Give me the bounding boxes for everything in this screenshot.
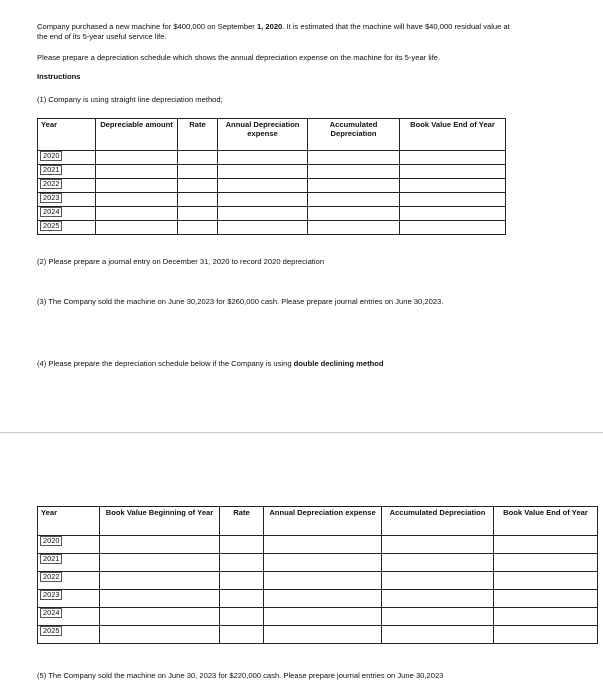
double-declining-schedule-table bbox=[37, 506, 598, 644]
col-header-year: Year bbox=[38, 507, 100, 536]
table-cell bbox=[100, 590, 220, 608]
col-header-year: Year bbox=[38, 119, 96, 151]
col-header-accumulated-depreciation: Accumulated Depreciation bbox=[308, 119, 400, 151]
table-cell bbox=[218, 221, 308, 235]
prepare-instruction: Please prepare a depreciation schedule which shows the annual depreciation expense on the machine for its 5-year life. bbox=[37, 53, 441, 62]
straight-line-schedule-table bbox=[37, 118, 506, 235]
instructions-heading: Instructions bbox=[37, 72, 81, 81]
table-cell bbox=[218, 165, 308, 179]
table-cell bbox=[220, 590, 264, 608]
table-cell bbox=[494, 608, 598, 626]
col-header-book-value-beginning: Book Value Beginning of Year bbox=[100, 507, 220, 536]
table-cell bbox=[178, 151, 218, 165]
section-divider bbox=[0, 432, 603, 433]
table-cell bbox=[218, 193, 308, 207]
question-3: (3) The Company sold the machine on June 30,2023 for $260,000 cash. Please prepare journal entries on June 30,2023. bbox=[37, 297, 444, 306]
year-cell: 2022 bbox=[40, 572, 62, 582]
table-cell bbox=[100, 554, 220, 572]
table-cell bbox=[100, 626, 220, 644]
table-cell bbox=[100, 608, 220, 626]
year-cell: 2024 bbox=[40, 608, 62, 618]
table-row bbox=[38, 590, 598, 608]
table-cell bbox=[100, 536, 220, 554]
table-cell bbox=[264, 626, 382, 644]
col-header-book-value-end: Book Value End of Year bbox=[400, 119, 506, 151]
table-row bbox=[38, 626, 598, 644]
col-header-depreciable-amount: Depreciable amount bbox=[96, 119, 178, 151]
year-cell: 2021 bbox=[40, 554, 62, 564]
year-cell: 2024 bbox=[40, 207, 62, 217]
question-2: (2) Please prepare a journal entry on December 31, 2020 to record 2020 depreciation bbox=[37, 257, 325, 266]
year-cell: 2020 bbox=[40, 151, 62, 161]
table-cell bbox=[494, 572, 598, 590]
table-cell bbox=[264, 536, 382, 554]
table-cell bbox=[308, 221, 400, 235]
table-row bbox=[38, 536, 598, 554]
year-cell: 2020 bbox=[40, 536, 62, 546]
table-row bbox=[38, 554, 598, 572]
table-cell bbox=[178, 221, 218, 235]
table-row bbox=[38, 179, 506, 193]
table-cell bbox=[96, 179, 178, 193]
table-row bbox=[38, 221, 506, 235]
table-cell bbox=[308, 193, 400, 207]
table-cell bbox=[264, 572, 382, 590]
table-cell bbox=[400, 193, 506, 207]
table-cell bbox=[178, 179, 218, 193]
col-header-accumulated-depreciation: Accumulated Depreciation bbox=[382, 507, 494, 536]
table-cell bbox=[382, 554, 494, 572]
table-cell bbox=[264, 590, 382, 608]
col-header-book-value-end: Book Value End of Year bbox=[494, 507, 598, 536]
col-header-annual-depreciation: Annual Depreciation expense bbox=[264, 507, 382, 536]
table-row bbox=[38, 165, 506, 179]
table-cell bbox=[494, 590, 598, 608]
table-cell bbox=[96, 193, 178, 207]
year-cell: 2025 bbox=[40, 221, 62, 231]
table-row bbox=[38, 572, 598, 590]
table-cell bbox=[494, 554, 598, 572]
table-cell bbox=[382, 626, 494, 644]
table-cell bbox=[308, 151, 400, 165]
col-header-annual-depreciation: Annual Depreciation expense bbox=[218, 119, 308, 151]
table-cell bbox=[382, 572, 494, 590]
question-5: (5) The Company sold the machine on June 30, 2023 for $220,000 cash. Please prepare journal entries on June 30,2023 bbox=[37, 671, 444, 680]
table-cell bbox=[218, 151, 308, 165]
col-header-rate: Rate bbox=[178, 119, 218, 151]
table-cell bbox=[220, 554, 264, 572]
table-cell bbox=[400, 207, 506, 221]
table-cell bbox=[178, 193, 218, 207]
table-cell bbox=[264, 608, 382, 626]
table-cell bbox=[308, 207, 400, 221]
table-cell bbox=[400, 179, 506, 193]
year-cell: 2021 bbox=[40, 165, 62, 175]
table-cell bbox=[220, 536, 264, 554]
table-cell bbox=[382, 608, 494, 626]
table-cell bbox=[494, 626, 598, 644]
question-4: (4) Please prepare the depreciation schedule below if the Company is using double declining method bbox=[37, 359, 384, 368]
table-cell bbox=[400, 151, 506, 165]
table-header-row bbox=[38, 507, 598, 536]
col-header-rate: Rate bbox=[220, 507, 264, 536]
table-cell bbox=[400, 165, 506, 179]
table-row bbox=[38, 608, 598, 626]
year-cell: 2023 bbox=[40, 590, 62, 600]
table-row bbox=[38, 207, 506, 221]
table-cell bbox=[96, 207, 178, 221]
table-cell bbox=[382, 590, 494, 608]
table-cell bbox=[220, 626, 264, 644]
table-cell bbox=[96, 151, 178, 165]
table-cell bbox=[178, 207, 218, 221]
table-cell bbox=[96, 165, 178, 179]
year-cell: 2023 bbox=[40, 193, 62, 203]
table-header-row bbox=[38, 119, 506, 151]
table-cell bbox=[382, 536, 494, 554]
table-cell bbox=[178, 165, 218, 179]
table-cell bbox=[308, 165, 400, 179]
table-cell bbox=[100, 572, 220, 590]
table-cell bbox=[308, 179, 400, 193]
table-cell bbox=[220, 608, 264, 626]
table-cell bbox=[494, 536, 598, 554]
year-cell: 2025 bbox=[40, 626, 62, 636]
table-cell bbox=[96, 221, 178, 235]
table-cell bbox=[400, 221, 506, 235]
table-row bbox=[38, 151, 506, 165]
table-row bbox=[38, 193, 506, 207]
intro-paragraph: Company purchased a new machine for $400,000 on September 1, 2020. It is estimated that the machine will have $40,000 residual value at the end of its 5-year useful service life. bbox=[37, 22, 510, 41]
purchase-date: 1, 2020 bbox=[256, 22, 283, 31]
table-cell bbox=[218, 179, 308, 193]
question-1: (1) Company is using straight line depreciation method; bbox=[37, 95, 223, 104]
method-name: double declining method bbox=[293, 359, 384, 368]
table-cell bbox=[264, 554, 382, 572]
table-cell bbox=[220, 572, 264, 590]
table-cell bbox=[218, 207, 308, 221]
year-cell: 2022 bbox=[40, 179, 62, 189]
